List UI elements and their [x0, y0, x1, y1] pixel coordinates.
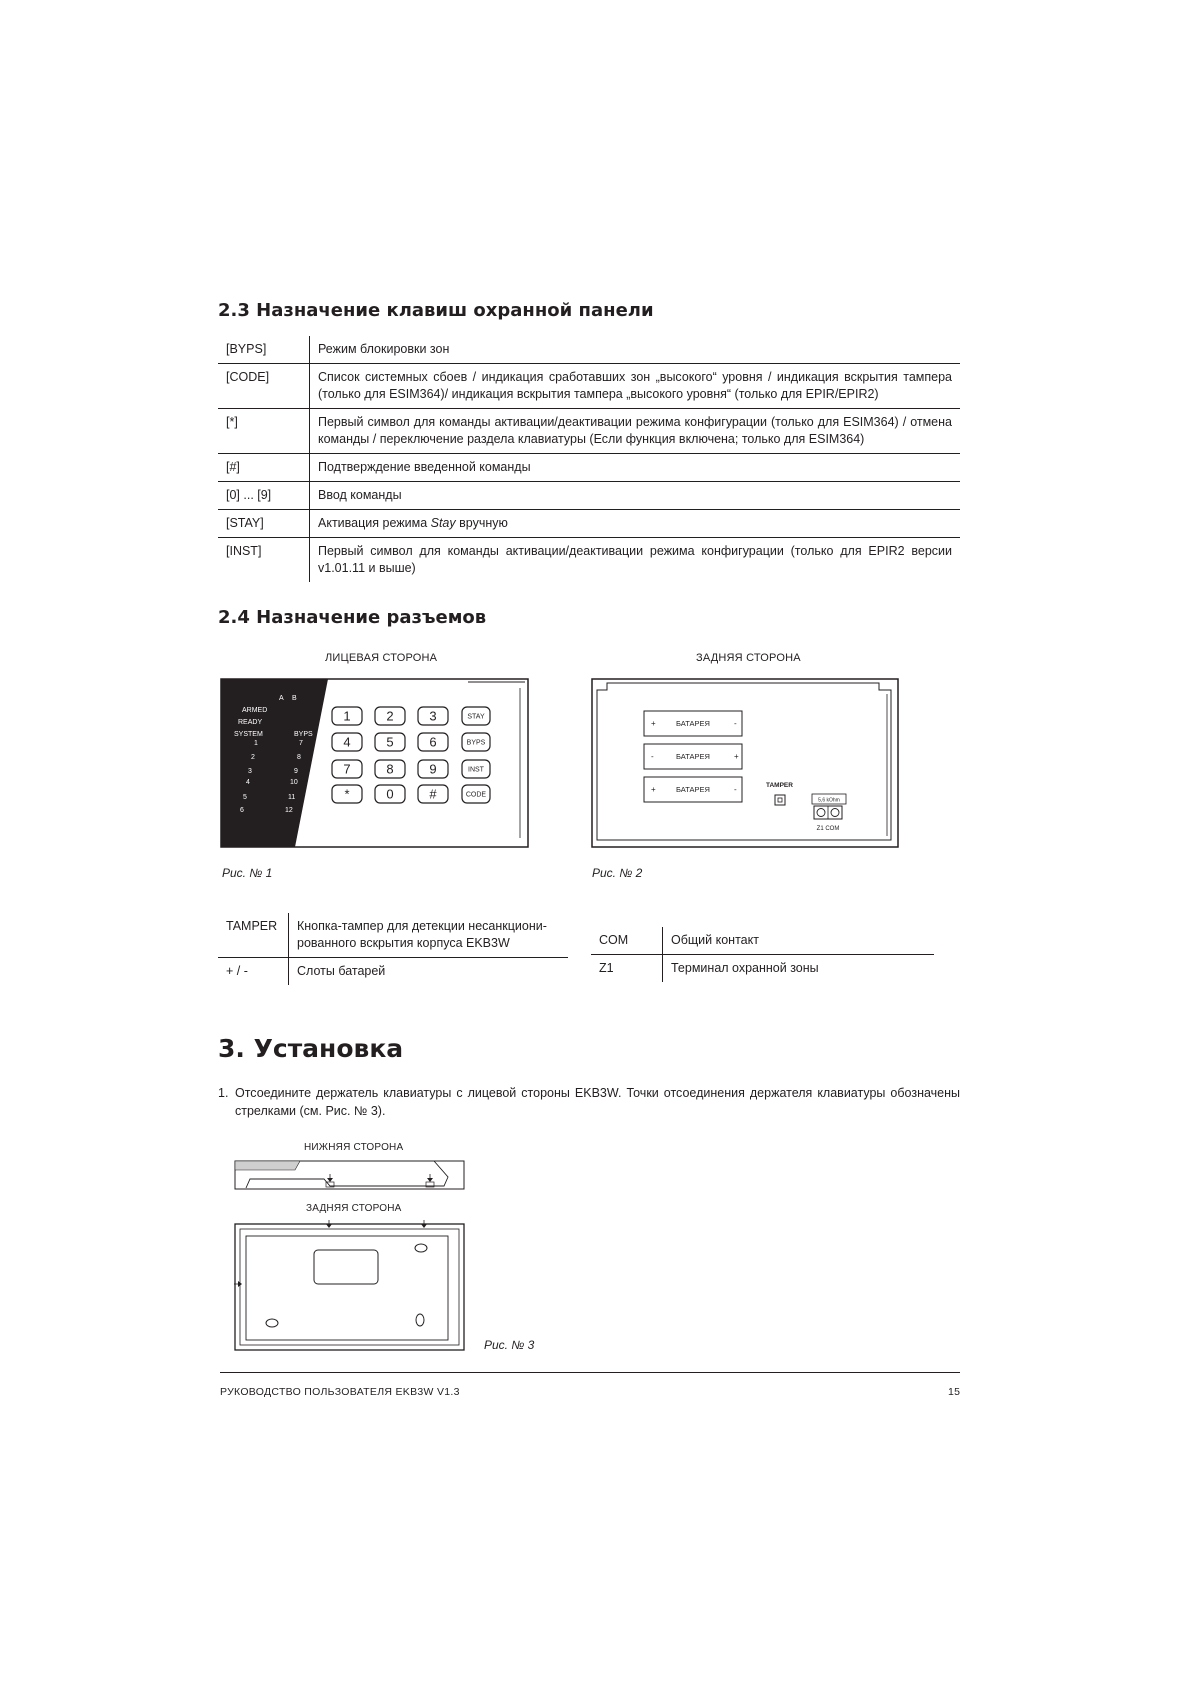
indicator-col-b: B [292, 695, 297, 702]
key-cell: COM [591, 927, 663, 955]
battery-terminal: - [651, 752, 654, 761]
key-label: 0 [386, 786, 394, 802]
back-side-label: ЗАДНЯЯ СТОРОНА [696, 652, 801, 664]
key-cell: TAMPER [218, 913, 289, 958]
keypad-key-* [332, 785, 362, 803]
section-3-title: 3. Установка [218, 1034, 404, 1063]
left-legend-table [218, 913, 568, 985]
key-label: BYPS [466, 739, 486, 747]
table-row [218, 454, 960, 482]
keypad-key-0 [375, 785, 405, 803]
zone-label: 3 [248, 768, 252, 775]
desc-cell [310, 510, 961, 538]
front-side-label: ЛИЦЕВАЯ СТОРОНА [325, 652, 438, 664]
table-row [591, 955, 934, 983]
battery-terminal: + [651, 719, 656, 728]
zone-label: 10 [290, 779, 298, 786]
section-2-3-title: 2.3 Назначение клавиш охранной панели [218, 300, 654, 321]
table-row [218, 364, 960, 409]
zone-label: 4 [246, 779, 250, 786]
key-label: 4 [343, 734, 351, 750]
keypad-key-BYPS [462, 733, 490, 751]
resistor-label: 5,6 kOhm [818, 797, 840, 804]
zone-label: 12 [285, 807, 293, 814]
desc-post: вручную [455, 516, 508, 530]
keypad-key-6 [418, 733, 448, 751]
zone-label: 5 [243, 794, 247, 801]
key-cell: [#] [218, 454, 310, 482]
footer-title: РУКОВОДСТВО ПОЛЬЗОВАТЕЛЯ EKB3W V1.3 [220, 1386, 460, 1398]
key-cell: [BYPS] [218, 336, 310, 364]
keypad-key-9 [418, 760, 448, 778]
battery-slot [644, 744, 742, 769]
key-label: # [429, 786, 437, 802]
keypad-key-8 [375, 760, 405, 778]
zone-label: 1 [254, 740, 258, 747]
key-cell: [0] ... [9] [218, 482, 310, 510]
step-1 [218, 1084, 960, 1120]
keypad-key-# [418, 785, 448, 803]
zone-label: 6 [240, 807, 244, 814]
desc-pre: Активация режима [318, 516, 431, 530]
status-byps: BYPS [294, 731, 313, 738]
key-label: STAY [467, 713, 485, 721]
indicator-col-a: A [279, 695, 284, 702]
table-row [218, 538, 960, 583]
battery-slot [644, 711, 742, 736]
step-number: 1. [218, 1086, 229, 1100]
zone-label: 2 [251, 754, 255, 761]
key-label: 7 [343, 761, 351, 777]
key-cell: + / - [218, 958, 289, 986]
battery-slot [644, 777, 742, 802]
fig-1-caption: Рис. № 1 [222, 866, 273, 880]
keypad-key-CODE [462, 785, 490, 803]
back-outline [592, 679, 898, 847]
status-armed: ARMED [242, 707, 268, 714]
battery-terminal: - [734, 785, 737, 794]
table-row [218, 336, 960, 364]
battery-terminal: + [651, 785, 656, 794]
keys-table [218, 336, 960, 582]
bottom-shaded-area [235, 1161, 300, 1170]
footer-divider [220, 1372, 960, 1373]
keypad-key-INST [462, 760, 490, 778]
right-legend-table [591, 927, 934, 982]
table-row [218, 482, 960, 510]
keypad-key-7 [332, 760, 362, 778]
desc-em: Stay [430, 516, 456, 530]
desc-cell: Ввод команды [310, 482, 961, 510]
back-side-figure-3 [234, 1220, 466, 1352]
desc-cell: Слоты батарей [297, 964, 386, 978]
section-2-4-title: 2.4 Назначение разъемов [218, 607, 487, 628]
table-row [218, 913, 568, 958]
key-label: 8 [386, 761, 394, 777]
key-cell: Z1 [591, 955, 663, 983]
key-cell: [STAY] [218, 510, 310, 538]
keypad-key-STAY [462, 707, 490, 725]
desc-cell: Кнопка-тампер для детекции несанкциони-рованного вскрытия корпуса EKB3W [289, 913, 569, 958]
page-number: 15 [948, 1386, 961, 1398]
key-label: CODE [465, 791, 487, 799]
desc-cell: Режим блокировки зон [310, 336, 961, 364]
zone-label: 9 [294, 768, 298, 775]
key-label: * [344, 786, 350, 802]
zone-label: 11 [288, 794, 296, 801]
key-cell: [INST] [218, 538, 310, 583]
bottom-side-figure [234, 1160, 466, 1192]
key-label: 6 [429, 734, 437, 750]
key-label: INST [468, 766, 484, 774]
desc-cell: Список системных сбоев / индикация сработавших зон „высокого“ уровня / индикация вскрытия тампера (только для ESIM364)/ индикация вскрытия тампера „высокого уровня“ (только для EPIR/EPIR2) [310, 364, 961, 409]
desc-cell: Первый символ для команды активации/деактивации режима конфигурации (только для EPIR2 версии v1.01.11 и выше) [318, 544, 952, 575]
keypad-key-4 [332, 733, 362, 751]
battery-label: БАТАРЕЯ [676, 752, 710, 761]
keypad-key-3 [418, 707, 448, 725]
key-cell: [*] [218, 409, 310, 454]
terminals-label: Z1 COM [816, 826, 840, 832]
key-label: 2 [386, 708, 394, 724]
back-side-label-2: ЗАДНЯЯ СТОРОНА [306, 1203, 402, 1214]
battery-label: БАТАРЕЯ [676, 719, 710, 728]
fig-2-caption: Рис. № 2 [592, 866, 643, 880]
desc-cell: Общий контакт [663, 927, 935, 955]
zone-label: 7 [299, 740, 303, 747]
table-row [218, 958, 568, 986]
key-label: 1 [343, 708, 351, 724]
table-row [218, 409, 960, 454]
desc-cell: Первый символ для команды активации/деактивации режима конфигурации (только для ESIM364) / отмена команды / переключение раздела клавиатуры (Если функция включена; только для ESIM364) [310, 409, 961, 454]
key-label: 3 [429, 708, 437, 724]
keypad-key-2 [375, 707, 405, 725]
desc-cell: Терминал охранной зоны [671, 961, 819, 975]
fig-3-caption: Рис. № 3 [484, 1338, 535, 1352]
keypad-key-1 [332, 707, 362, 725]
status-system: SYSTEM [234, 731, 263, 738]
key-label: 9 [429, 761, 437, 777]
bottom-side-label: НИЖНЯЯ СТОРОНА [304, 1142, 404, 1153]
tamper-label: TAMPER [766, 782, 793, 789]
table-row [218, 510, 960, 538]
key-label: 5 [386, 734, 394, 750]
fig3-outline [235, 1224, 464, 1350]
battery-label: БАТАРЕЯ [676, 785, 710, 794]
desc-cell: Подтверждение введенной команды [310, 454, 961, 482]
zone-label: 8 [297, 754, 301, 761]
table-row [591, 927, 934, 955]
battery-terminal: - [734, 719, 737, 728]
keypad-back-figure [591, 678, 901, 850]
key-cell: [CODE] [218, 364, 310, 409]
keypad-key-5 [375, 733, 405, 751]
status-ready: READY [238, 719, 263, 726]
step-text: Отсоедините держатель клавиатуры с лицевой стороны EKB3W. Точки отсоединения держателя клавиатуры обозначены стрелками (см. Рис. № 3). [235, 1086, 960, 1118]
keypad-front-figure [220, 678, 530, 850]
battery-terminal: + [734, 752, 739, 761]
